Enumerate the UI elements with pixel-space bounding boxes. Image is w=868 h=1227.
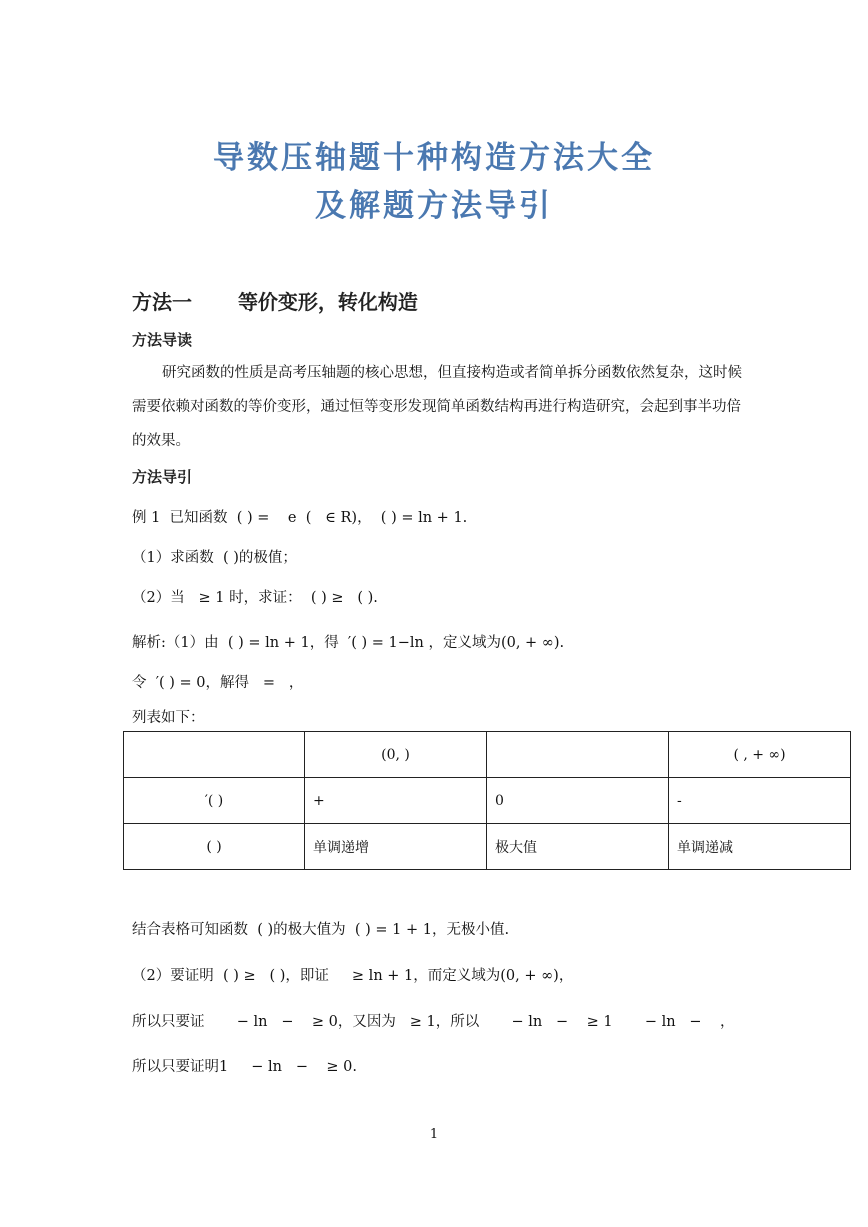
table-cell: 0 — [487, 778, 669, 824]
example-question-1: （1）求函数 ( )的极值； — [132, 550, 297, 566]
table-cell: 单调递减 — [669, 824, 851, 870]
table-cell: (0, ) — [305, 732, 487, 778]
monotonicity-table — [123, 731, 851, 870]
document-title-line2: 及解题方法导引 — [315, 188, 553, 224]
guide-heading: 方法导引 — [132, 468, 193, 486]
table-row — [124, 732, 851, 778]
table-row — [124, 778, 851, 824]
document-title-line1: 导数压轴题十种构造方法大全 — [213, 140, 655, 176]
section-heading — [132, 286, 418, 315]
table-cell: 单调递增 — [305, 824, 487, 870]
table-cell: 极大值 — [487, 824, 669, 870]
table-cell: ( ) — [124, 824, 305, 870]
table-cell — [487, 732, 669, 778]
table-row — [124, 824, 851, 870]
section-name: 等价变形，转化构造 — [237, 290, 418, 314]
proof-line-3: 所以只要证明1 − ln − ≥ 0. — [132, 1059, 358, 1075]
proof-line-2: 所以只要证 − ln − ≥ 0，又因为 ≥ 1，所以 − ln − ≥ 1 − ln − ， — [132, 1014, 735, 1030]
table-cell — [124, 732, 305, 778]
table-cell: + — [305, 778, 487, 824]
solution-line-2: 令 ′( ) = 0，解得 = ， — [132, 675, 304, 691]
table-cell: ′( ) — [124, 778, 305, 824]
reading-heading: 方法导读 — [132, 331, 193, 349]
solution-line-3: 列表如下： — [132, 710, 205, 726]
solution-line-1: 解析:（1）由 ( ) = ln + 1，得 ′( ) = 1−ln ，定义域为(0, + ∞). — [132, 635, 565, 651]
reading-paragraph: 研究函数的性质是高考压轴题的核心思想，但直接构造或者简单拆分函数依然复杂，这时候需要依赖对函数的等价变形，通过恒等变形发现简单函数结构再进行构造研究，会起到事半功倍的效果。 — [132, 365, 742, 449]
proof-line-1: （2）要证明 ( ) ≥ ( )，即证 ≥ ln + 1，而定义域为(0, + ∞)， — [132, 968, 574, 984]
table-cell: ( , + ∞) — [669, 732, 851, 778]
page-number: 1 — [429, 1127, 439, 1142]
conclusion-line: 结合表格可知函数 ( )的极大值为 ( ) = 1 + 1，无极小值. — [132, 922, 510, 938]
section-label: 方法一 — [132, 290, 192, 314]
example-statement: 例 1 已知函数 ( ) = e ( ∈ R)， ( ) = ln + 1. — [132, 510, 468, 526]
table-cell: - — [669, 778, 851, 824]
example-question-2: （2）当 ≥ 1 时，求证： ( ) ≥ ( ). — [132, 590, 378, 606]
